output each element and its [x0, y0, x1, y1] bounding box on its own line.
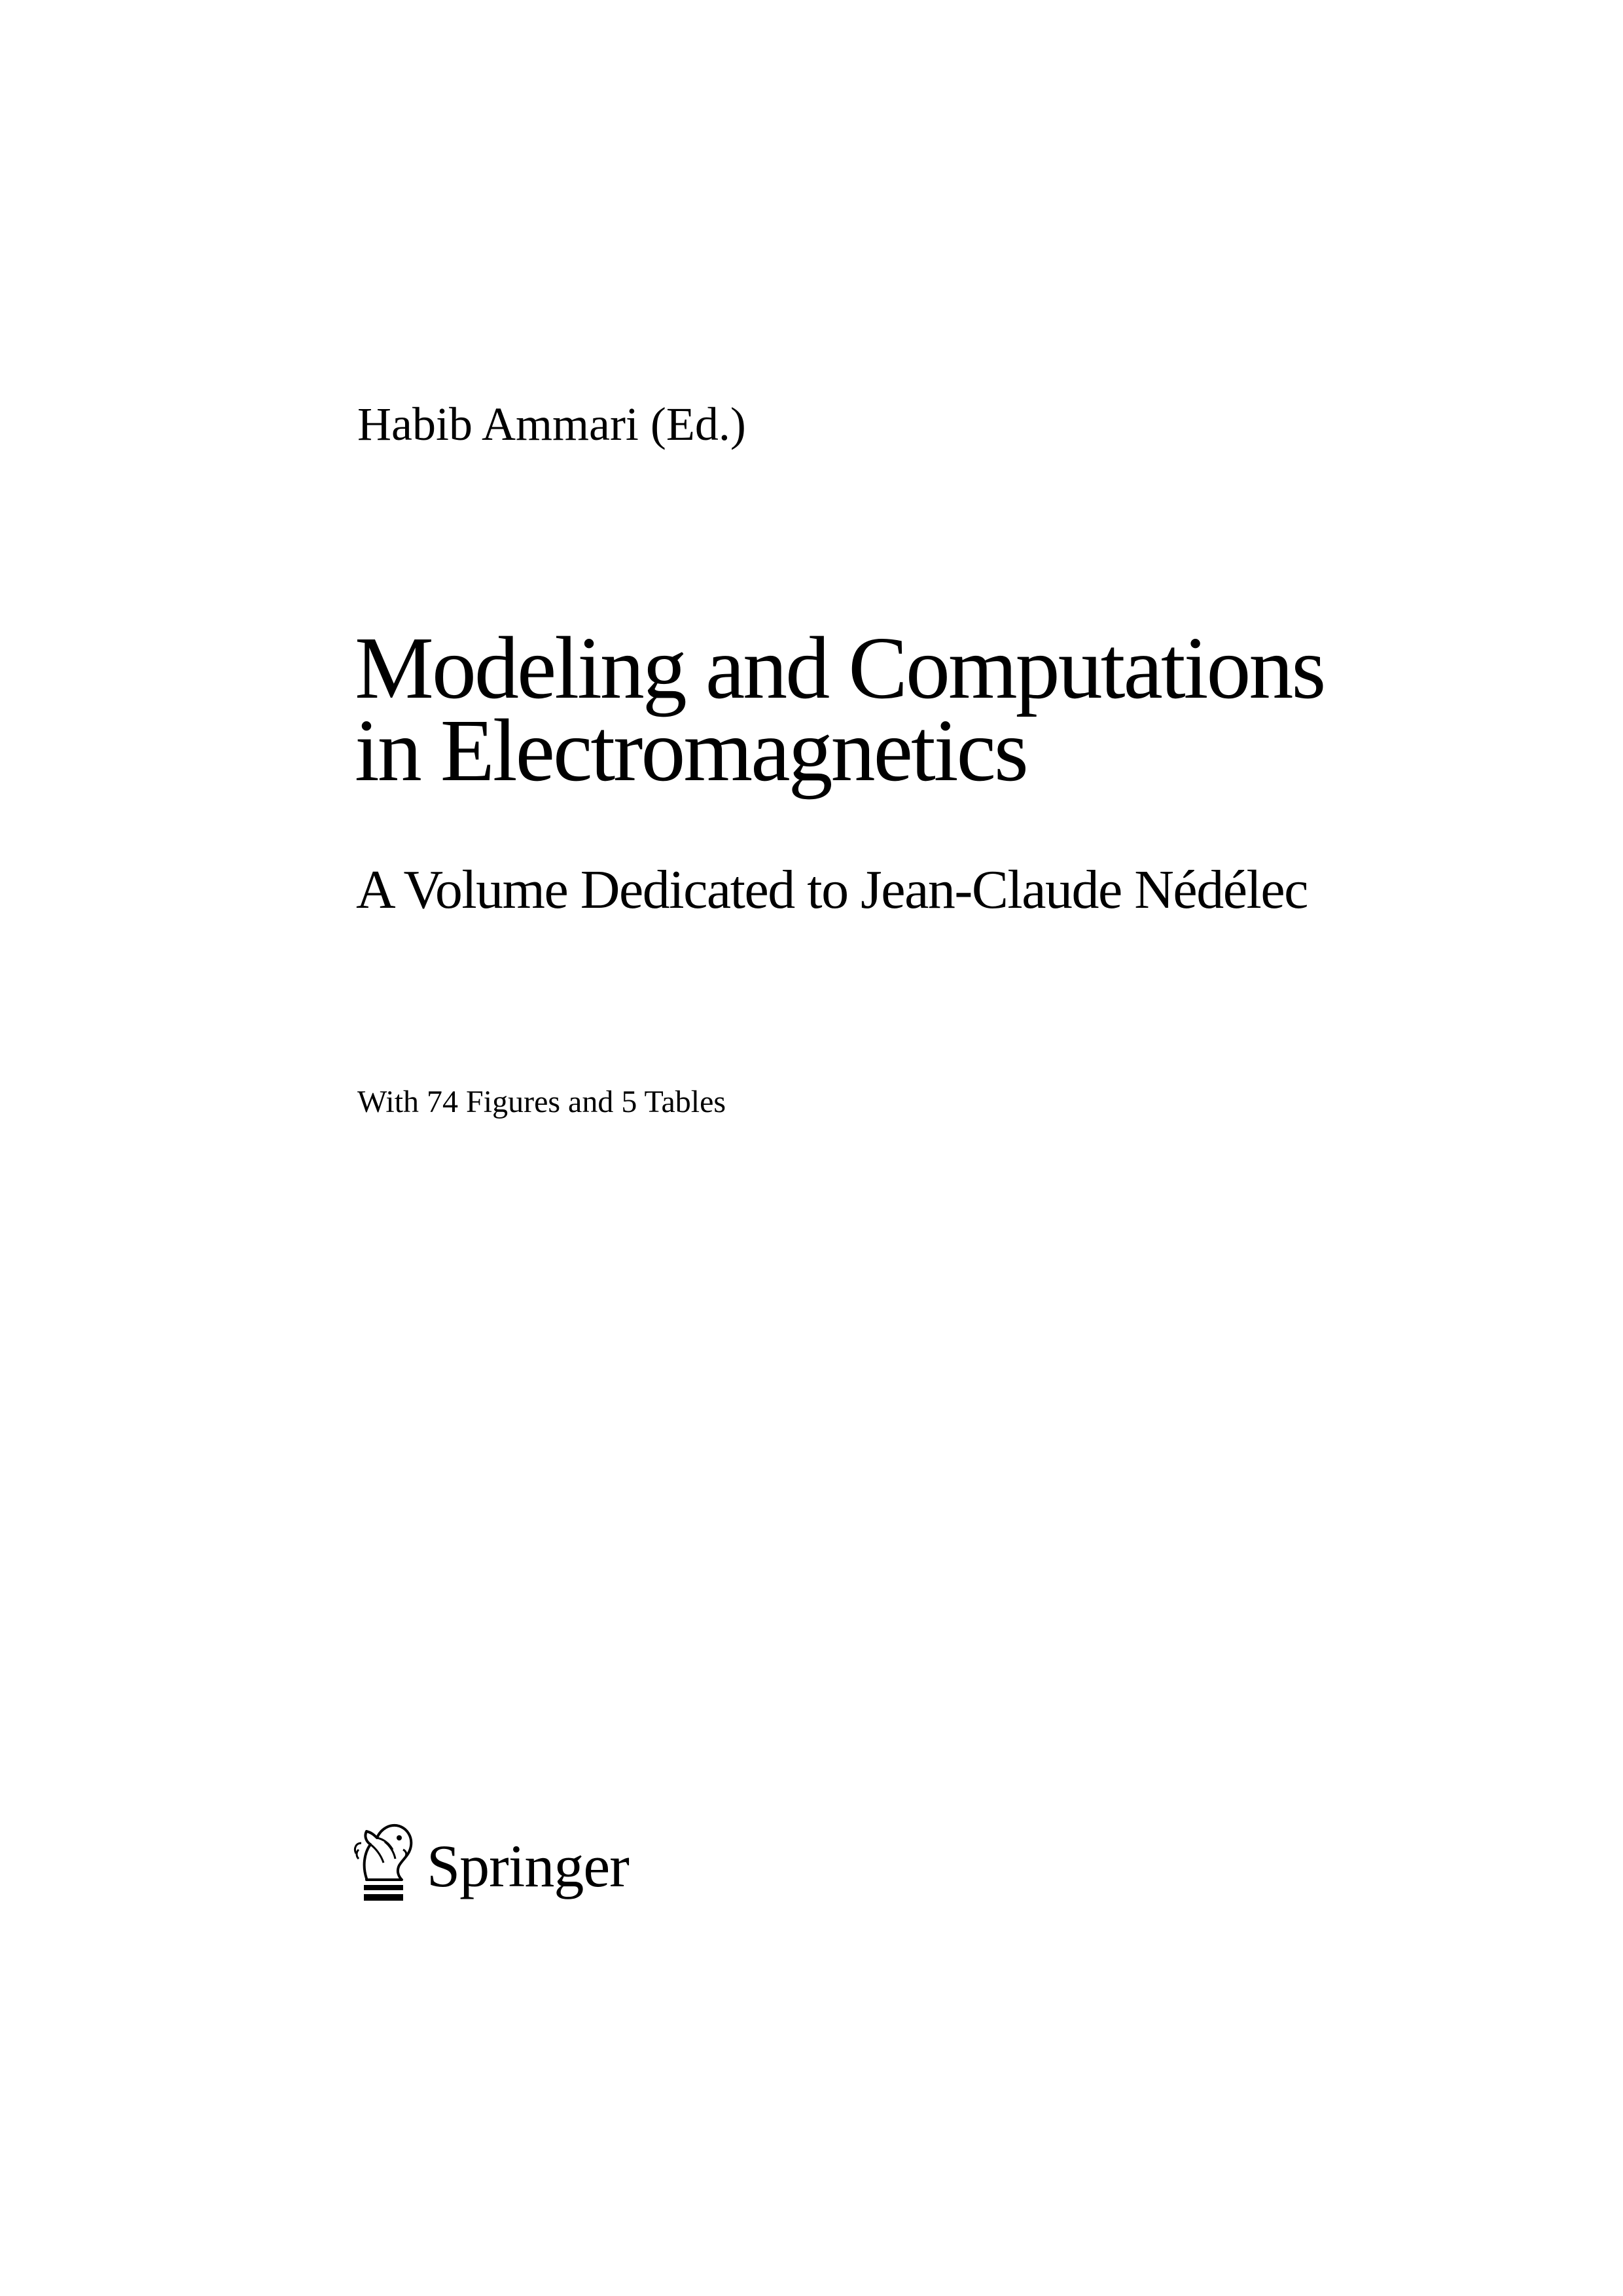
editor-name: Habib Ammari (Ed.) — [357, 398, 746, 450]
book-title-line-2: in Electromagnetics — [355, 702, 1027, 800]
book-title-line-1: Modeling and Computations — [355, 619, 1325, 717]
book-title — [355, 619, 1325, 800]
publisher-imprint — [347, 1813, 629, 1911]
book-subtitle: A Volume Dedicated to Jean-Claude Nédélec — [356, 859, 1308, 920]
figures-tables-note: With 74 Figures and 5 Tables — [357, 1085, 726, 1119]
publisher-name: Springer — [427, 1833, 629, 1899]
springer-horse-head-icon — [347, 1813, 418, 1911]
